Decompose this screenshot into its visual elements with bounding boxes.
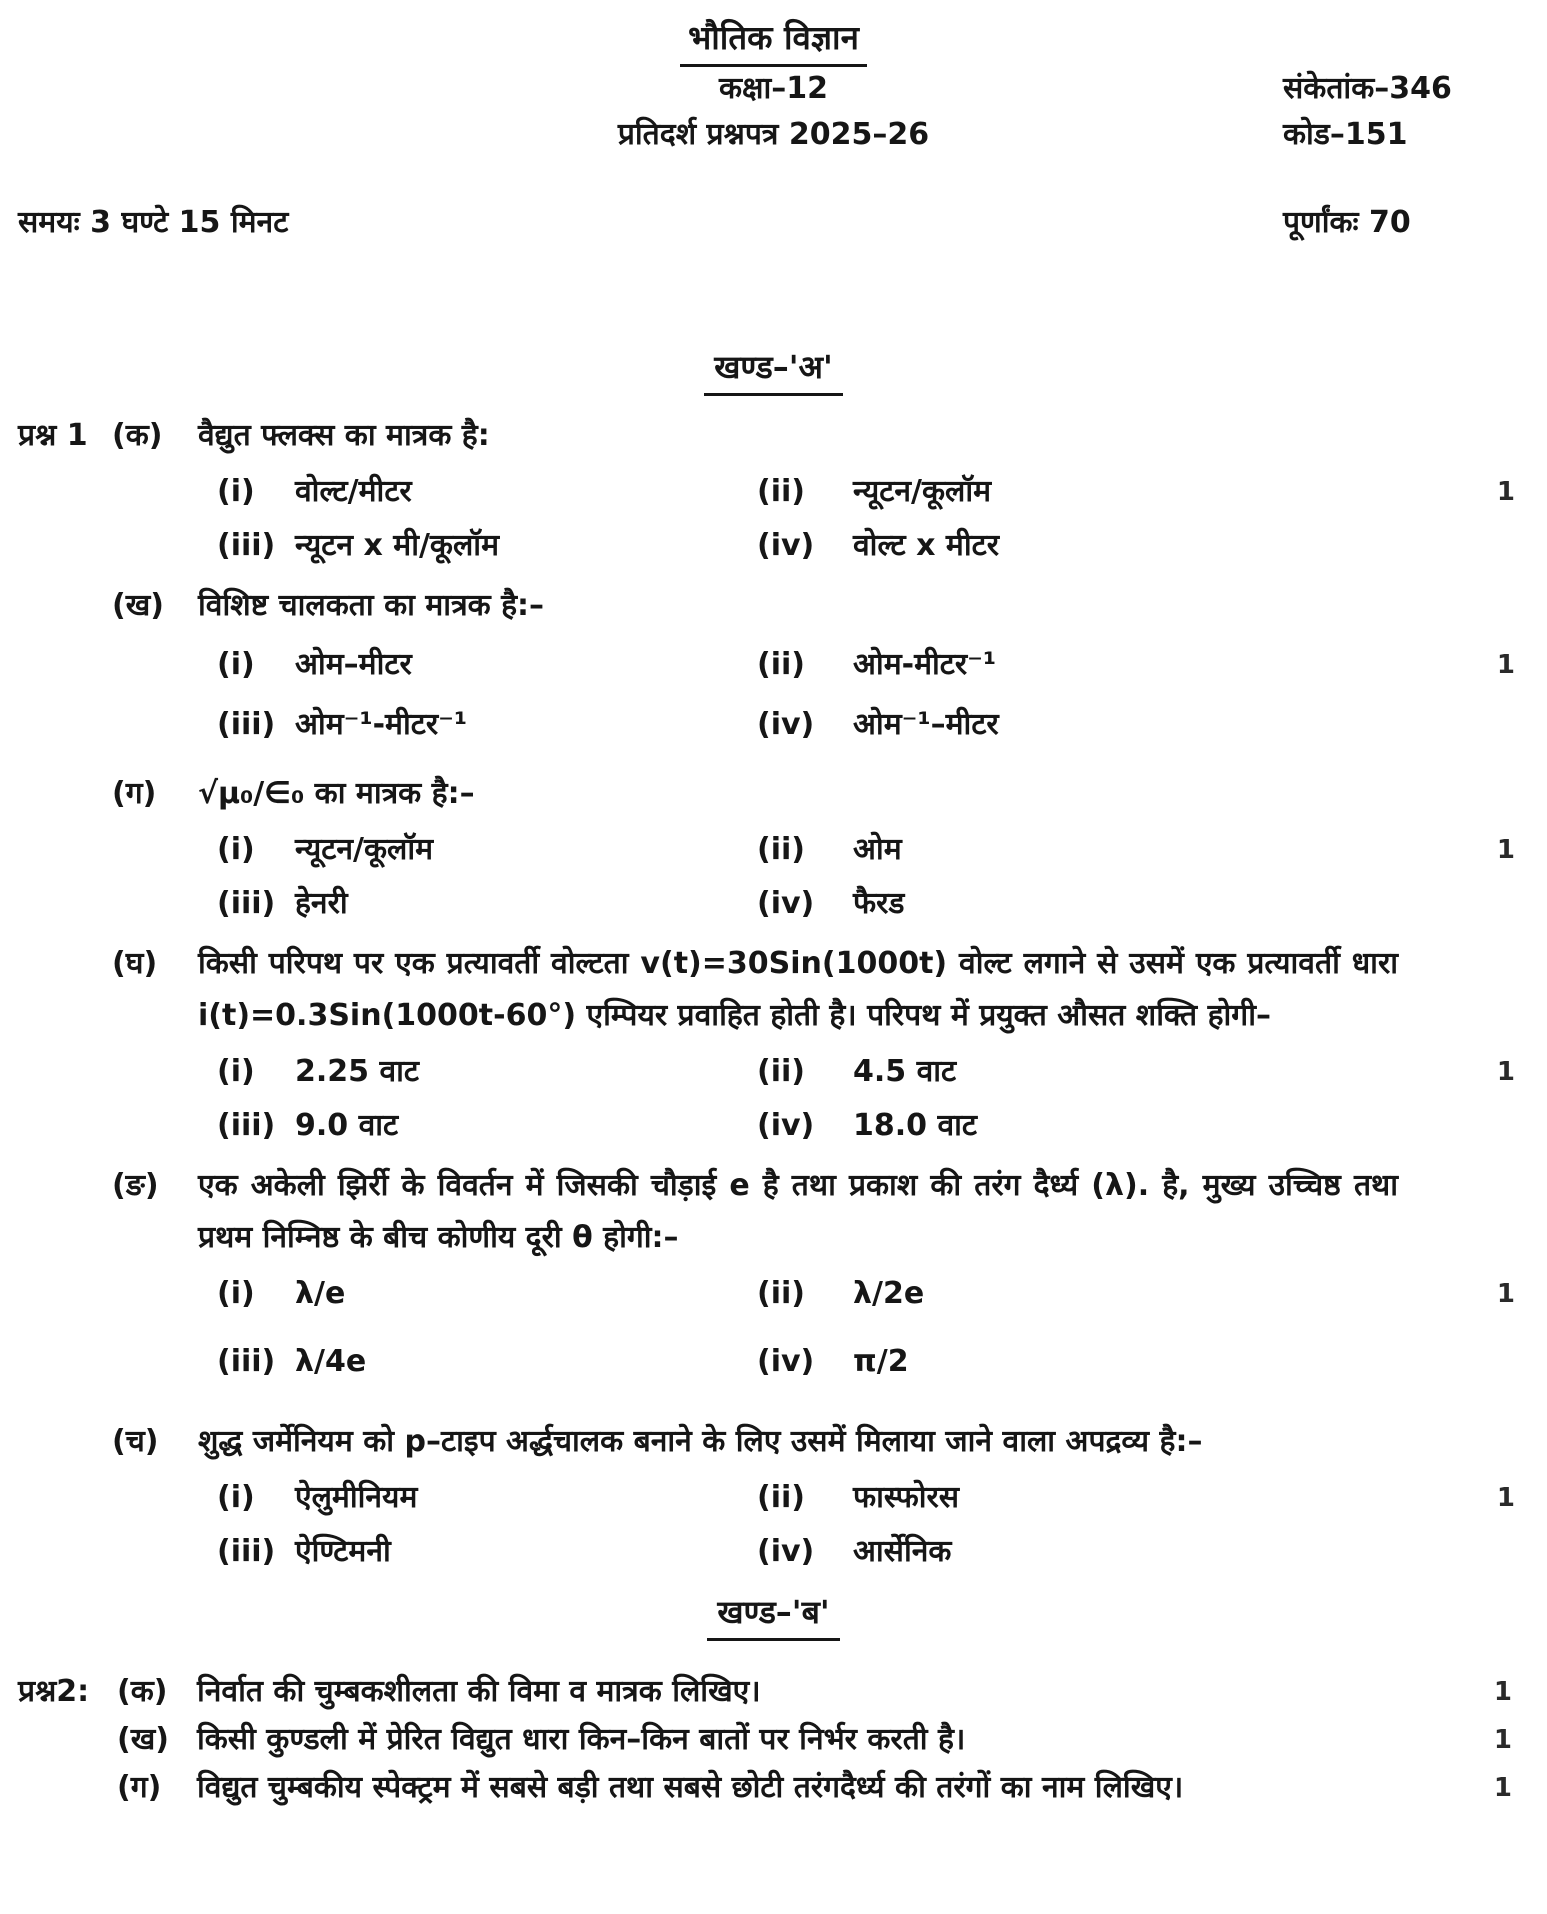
question-2-row-c [0,1765,1547,1811]
part-label: (ख) [112,588,164,623]
marks-value: 1 [1496,1057,1515,1087]
part-label: (ग) [112,776,157,811]
option-number: (i) [217,1480,255,1515]
option-number: (i) [217,474,255,509]
option-text: फास्फोरस [853,1480,960,1515]
paper-code: संकेतांक–346 [1283,71,1452,106]
class-label: कक्षा–12 [718,71,829,106]
option-number: (i) [217,1054,255,1089]
question-2-row-b [0,1717,1547,1763]
question-text: विशिष्ट चालकता का मात्रक है:– [198,588,545,623]
question-1-label: प्रश्न 1 [18,418,88,453]
option-number: (ii) [757,1480,805,1515]
question-text: √μ₀/∈₀ का मात्रक है:– [198,776,475,811]
option-number: (i) [217,1276,255,1311]
option-number: (iii) [217,1108,276,1143]
question-part-1a [0,410,1547,570]
option-text: π/2 [853,1344,909,1379]
question-row [0,410,1547,462]
option-text: ओम⁻¹-मीटर⁻¹ [295,707,468,742]
option-row [217,698,1527,752]
option-number: (iii) [217,886,276,921]
option-text: λ/2e [853,1276,925,1311]
question-part-1e [0,1160,1547,1386]
option-number: (iv) [757,1108,815,1143]
option-row [217,522,1527,570]
option-text: न्यूटन/कूलॉम [295,832,434,867]
option-text: ओम-मीटर⁻¹ [853,647,997,682]
max-marks: पूर्णांकः 70 [1283,205,1411,240]
option-text: फैरड [853,886,905,921]
question-text: किसी कुण्डली में प्रेरित विद्युत धारा किन–किन बातों पर निर्भर करती है। [197,1722,966,1757]
question-part-1c [0,768,1547,928]
marks-value: 1 [1496,650,1515,680]
paper-title-row [0,14,1547,59]
marks-value: 1 [1493,1677,1512,1707]
question-text: विद्युत चुम्बकीय स्पेक्ट्रम में सबसे बड़ी तथा सबसे छोटी तरंगदैर्ध्य की तरंगों का नाम लिखिए। [197,1770,1184,1805]
question-part-1f [0,1416,1547,1576]
part-label: (क) [112,418,163,453]
section-b-heading: खण्ड–'ब' [0,1590,1547,1645]
option-text: ओम⁻¹–मीटर [853,707,999,742]
part-label: (ख) [117,1722,169,1757]
paper-code-2: कोड–151 [1283,117,1408,152]
option-text: ओम [853,832,902,867]
option-row [217,1338,1527,1386]
question-row [0,768,1547,820]
marks-value: 1 [1493,1725,1512,1755]
option-number: (i) [217,832,255,867]
question-part-1d [0,938,1547,1150]
option-row [217,1102,1527,1150]
question-row [0,1416,1547,1468]
option-text: λ/e [295,1276,346,1311]
question-part-1b [0,580,1547,752]
option-number: (ii) [757,647,805,682]
part-label: (ग) [117,1770,162,1805]
option-row [217,1528,1527,1576]
option-number: (iv) [757,707,815,742]
option-number: (iii) [217,707,276,742]
option-text: आर्सेनिक [853,1534,952,1569]
option-text: वोल्ट/मीटर [295,474,412,509]
question-2-label: प्रश्न2: [18,1674,90,1709]
option-row [217,638,1527,692]
question-row [0,580,1547,632]
section-a-heading: खण्ड–'अ' [0,345,1547,400]
option-number: (iv) [757,1344,815,1379]
option-row [217,468,1527,516]
option-text: λ/4e [295,1344,367,1379]
option-text: 2.25 वाट [295,1054,420,1089]
option-number: (ii) [757,474,805,509]
part-label: (ङ) [112,1168,159,1203]
option-text: न्यूटन/कूलॉम [853,474,992,509]
option-row [217,1048,1527,1096]
part-label: (च) [112,1424,159,1459]
option-number: (iv) [757,886,815,921]
option-number: (i) [217,647,255,682]
paper-header [0,0,1547,345]
option-text: हेनरी [295,886,348,921]
question-2-row-a [0,1669,1547,1715]
option-text: ऐण्टिमनी [295,1534,391,1569]
option-number: (iii) [217,1534,276,1569]
option-number: (iii) [217,528,276,563]
marks-value: 1 [1496,1483,1515,1513]
option-text: 4.5 वाट [853,1054,957,1089]
exam-duration: समयः 3 घण्टे 15 मिनट [18,205,289,240]
marks-value: 1 [1493,1773,1512,1803]
question-row [0,1160,1547,1264]
option-text: वोल्ट x मीटर [853,528,999,563]
question-text: वैद्युत फ्लक्स का मात्रक है: [198,418,490,453]
option-number: (ii) [757,832,805,867]
question-row [0,938,1547,1042]
option-text: 18.0 वाट [853,1108,978,1143]
option-text: ओम–मीटर [295,647,412,682]
marks-value: 1 [1496,835,1515,865]
question-text: निर्वात की चुम्बकशीलता की विमा व मात्रक लिखिए। [197,1674,761,1709]
question-text: एक अकेली झिर्री के विवर्तन में जिसकी चौड़ाई e है तथा प्रकाश की तरंग दैर्ध्य (λ). है, मुख्य उच्चिष्ठ तथा प्रथम निम्निष्ठ के बीच कोणीय दूरी θ होगी:– [198,1168,1398,1255]
option-text: ऐलुमीनियम [295,1480,418,1515]
option-number: (iii) [217,1344,276,1379]
option-row [217,826,1527,874]
option-number: (ii) [757,1054,805,1089]
option-number: (ii) [757,1276,805,1311]
option-row [217,1270,1527,1318]
option-text: 9.0 वाट [295,1108,399,1143]
option-row [217,1474,1527,1522]
question-text: शुद्ध जर्मेनियम को p–टाइप अर्द्धचालक बनाने के लिए उसमें मिलाया जाने वाला अपद्रव्य है:– [198,1424,1203,1459]
paper-edition: प्रतिदर्श प्रश्नपत्र 2025–26 [617,117,930,152]
question-text: किसी परिपथ पर एक प्रत्यावर्ती वोल्टता v(t)=30Sin(1000t) वोल्ट लगाने से उसमें एक प्रत्यावर्ती धारा i(t)=0.3Sin(1000t-60°) एम्पियर प्रवाहित होती है। परिपथ में प्रयुक्त औसत शक्ति होगी– [198,946,1398,1033]
option-number: (iv) [757,1534,815,1569]
paper-title: भौतिक विज्ञान [680,18,867,67]
marks-value: 1 [1496,477,1515,507]
option-text: न्यूटन x मी/कूलॉम [295,528,500,563]
part-label: (घ) [112,946,158,981]
option-row [217,880,1527,928]
part-label: (क) [117,1674,168,1709]
marks-value: 1 [1496,1279,1515,1309]
option-number: (iv) [757,528,815,563]
